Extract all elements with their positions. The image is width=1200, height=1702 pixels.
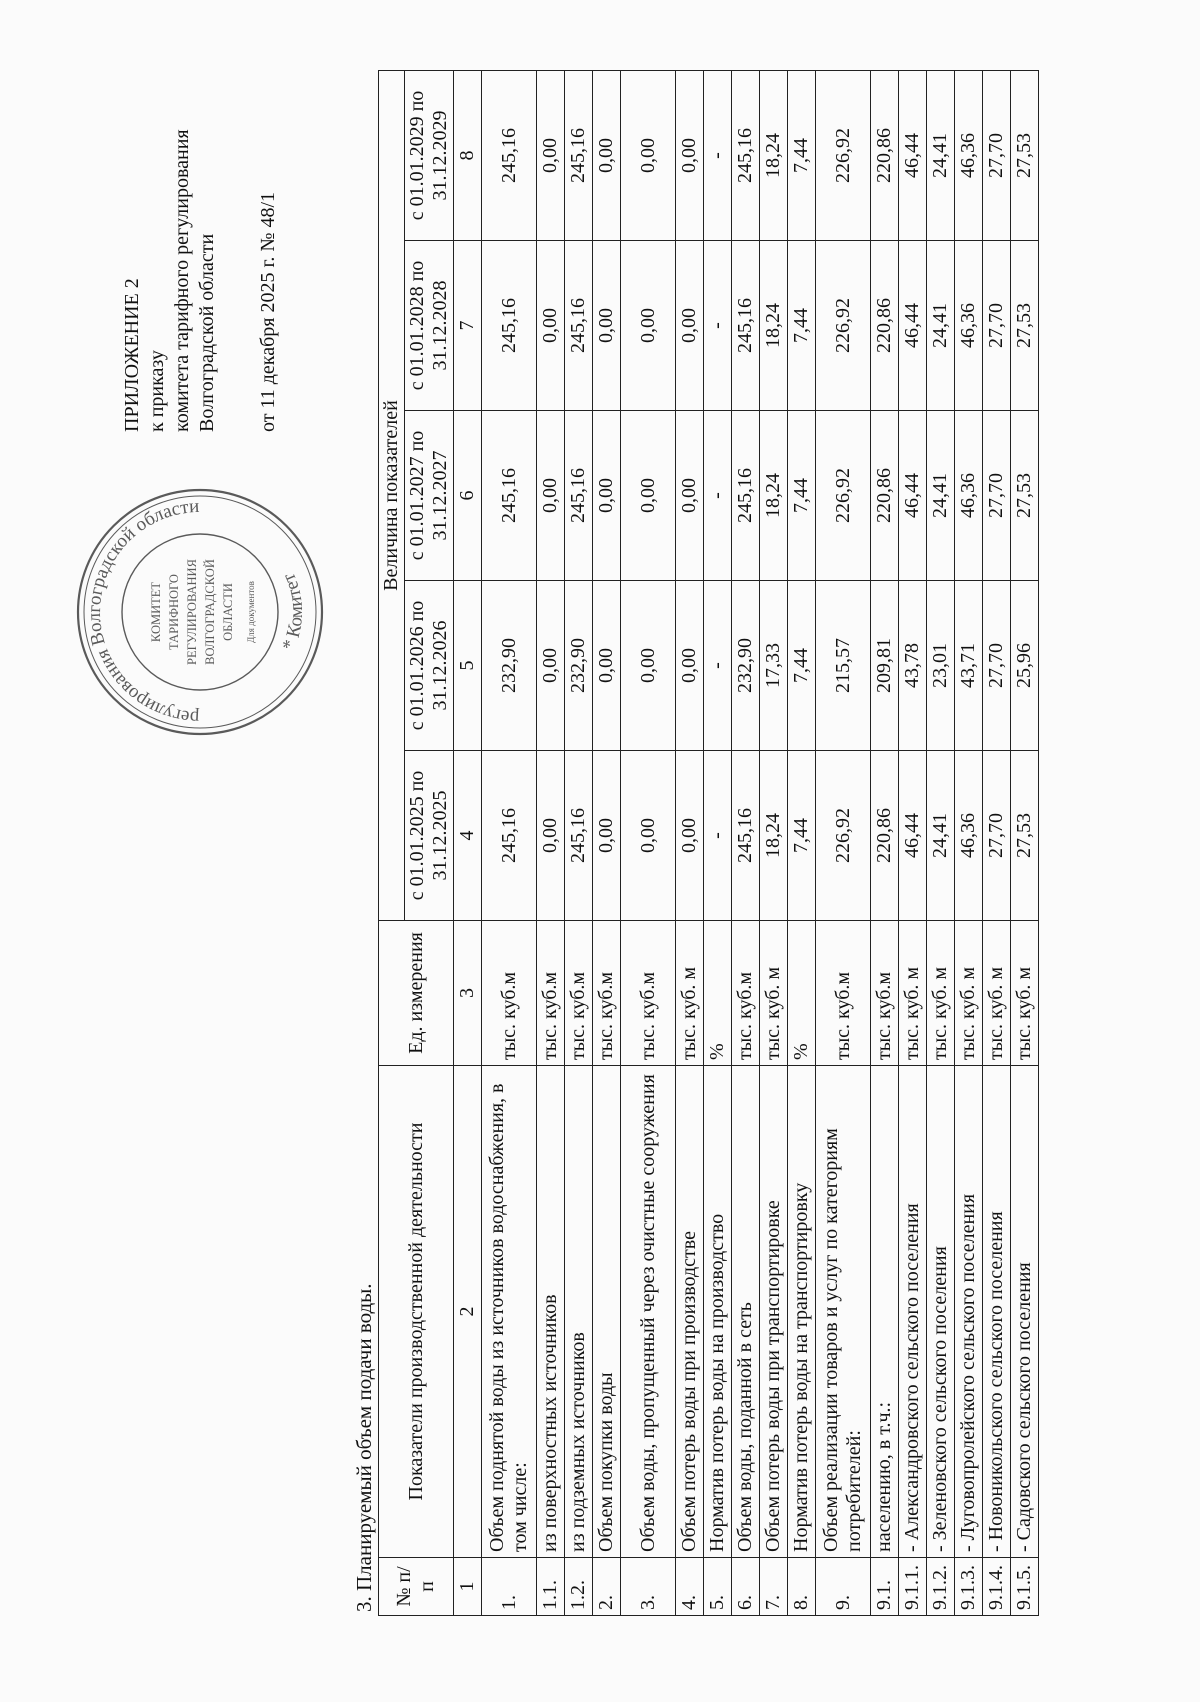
table-row — [1011, 70, 1039, 1615]
row-number: 9.1.5. — [1011, 1558, 1039, 1616]
row-value: 0,00 — [621, 751, 676, 921]
row-number: 9. — [816, 1558, 871, 1616]
row-value: 46,36 — [955, 70, 983, 240]
row-value: 46,44 — [899, 751, 927, 921]
table-row — [565, 70, 593, 1615]
seal-small-text: Для документов — [246, 581, 256, 643]
col-number: 6 — [454, 411, 482, 581]
row-unit: % — [788, 921, 816, 1066]
row-value: 24,41 — [927, 751, 955, 921]
section-title: 3. Планируемый объем подачи воды. — [352, 1283, 376, 1612]
row-value: 232,90 — [565, 581, 593, 751]
row-value: 25,96 — [1011, 581, 1039, 751]
row-value: 245,16 — [565, 241, 593, 411]
row-number: 9.1.2. — [927, 1558, 955, 1616]
row-value: 27,70 — [983, 581, 1011, 751]
row-unit: тыс. куб.м — [482, 921, 537, 1066]
table-row — [927, 70, 955, 1615]
row-value: 0,00 — [621, 70, 676, 240]
row-value: - — [704, 751, 732, 921]
row-number: 6. — [732, 1558, 760, 1616]
row-indicator-name: - Александровского сельского поселения — [899, 1066, 927, 1558]
table-body — [482, 70, 1039, 1615]
row-value: 27,70 — [983, 751, 1011, 921]
seal-center-line: КОМИТЕТ — [149, 581, 163, 643]
row-unit: тыс. куб.м — [871, 921, 899, 1066]
row-number: 1.1. — [537, 1558, 565, 1616]
row-number: 7. — [760, 1558, 788, 1616]
row-value: 0,00 — [676, 751, 704, 921]
row-value: 0,00 — [676, 70, 704, 240]
table-row — [704, 70, 732, 1615]
row-indicator-name: Объем поднятой воды из источников водоснабжения, в том числе: — [482, 1066, 537, 1558]
table-row — [983, 70, 1011, 1615]
row-indicator-name: Объем воды, поданной в сеть — [732, 1066, 760, 1558]
row-unit: тыс. куб. м — [983, 921, 1011, 1066]
row-value: 18,24 — [760, 241, 788, 411]
seal-center-text — [149, 559, 256, 665]
row-value: 27,53 — [1011, 751, 1039, 921]
row-value: 27,53 — [1011, 241, 1039, 411]
appendix-date: от 11 декабря 2025 г. № 48/1 — [257, 191, 279, 432]
table-row — [537, 70, 565, 1615]
row-value: 245,16 — [565, 411, 593, 581]
row-indicator-name: - Луговопролейского сельского поселения — [955, 1066, 983, 1558]
col-number: 7 — [454, 241, 482, 411]
row-value: 0,00 — [537, 70, 565, 240]
table-row — [732, 70, 760, 1615]
row-unit: тыс. куб. м — [1011, 921, 1039, 1066]
row-value: 27,53 — [1011, 70, 1039, 240]
row-value: - — [704, 70, 732, 240]
row-value: 0,00 — [593, 751, 621, 921]
col-header-name: Показатели производственной деятельности — [379, 1066, 454, 1558]
row-number: 3. — [621, 1558, 676, 1616]
row-unit: тыс. куб. м — [676, 921, 704, 1066]
row-unit: тыс. куб.м — [732, 921, 760, 1066]
row-value: 0,00 — [676, 411, 704, 581]
row-value: 0,00 — [537, 241, 565, 411]
row-indicator-name: - Зеленовского сельского поселения — [927, 1066, 955, 1558]
row-value: 7,44 — [788, 581, 816, 751]
table-row — [621, 70, 676, 1615]
row-value: 46,44 — [899, 411, 927, 581]
row-value: 245,16 — [732, 70, 760, 240]
row-value: 0,00 — [676, 241, 704, 411]
table-row — [593, 70, 621, 1615]
row-unit: тыс. куб. м — [760, 921, 788, 1066]
row-number: 1.2. — [565, 1558, 593, 1616]
row-indicator-name: Объем потерь воды при транспортировке — [760, 1066, 788, 1558]
row-number: 8. — [788, 1558, 816, 1616]
row-value: 0,00 — [621, 241, 676, 411]
seal-center-line: РЕГУЛИРОВАНИЯ — [185, 559, 199, 665]
row-value: 24,41 — [927, 411, 955, 581]
row-value: 226,92 — [816, 751, 871, 921]
row-value: 18,24 — [760, 411, 788, 581]
row-value: 245,16 — [732, 411, 760, 581]
col-number: 8 — [454, 70, 482, 240]
row-indicator-name: Объем реализации товаров и услуг по категориям потребителей: — [816, 1066, 871, 1558]
col-header-unit: Ед. измерения — [379, 921, 454, 1066]
col-number: 3 — [454, 921, 482, 1066]
seal-center-line: ВОЛГОГРАДСКОЙ — [203, 559, 217, 665]
row-value: 0,00 — [537, 751, 565, 921]
row-value: 27,70 — [983, 411, 1011, 581]
row-indicator-name: Объем потерь воды при производстве — [676, 1066, 704, 1558]
row-value: 245,16 — [732, 751, 760, 921]
table-row — [676, 70, 704, 1615]
row-unit: тыс. куб. м — [899, 921, 927, 1066]
row-value: 220,86 — [871, 241, 899, 411]
row-value: 0,00 — [621, 411, 676, 581]
row-value: 0,00 — [593, 411, 621, 581]
row-value: 0,00 — [621, 581, 676, 751]
col-header-num: № п/п — [379, 1558, 454, 1616]
row-number: 4. — [676, 1558, 704, 1616]
row-value: 220,86 — [871, 751, 899, 921]
row-number: 9.1.3. — [955, 1558, 983, 1616]
col-header-period: с 01.01.2026 по 31.12.2026 — [405, 581, 454, 751]
row-indicator-name: Объем воды, пропущенный через очистные сооружения — [621, 1066, 676, 1558]
table-row — [482, 70, 537, 1615]
row-value: 226,92 — [816, 70, 871, 240]
row-number: 9.1.1. — [899, 1558, 927, 1616]
water-supply-table — [378, 70, 1039, 1616]
row-value: - — [704, 241, 732, 411]
row-number: 9.1. — [871, 1558, 899, 1616]
seal-ring-text-top: регулирования Волгоградской области — [83, 495, 200, 729]
row-unit: тыс. куб.м — [593, 921, 621, 1066]
row-value: 220,86 — [871, 411, 899, 581]
appendix-committee: комитета тарифного регулирования — [171, 129, 193, 432]
row-value: 7,44 — [788, 411, 816, 581]
row-value: 27,53 — [1011, 411, 1039, 581]
table-row — [899, 70, 927, 1615]
row-value: 18,24 — [760, 751, 788, 921]
row-value: 27,70 — [983, 70, 1011, 240]
row-value: 245,16 — [565, 751, 593, 921]
table-row — [816, 70, 871, 1615]
row-number: 1. — [482, 1558, 537, 1616]
row-indicator-name: Норматив потерь воды на транспортировку — [788, 1066, 816, 1558]
row-value: 209,81 — [871, 581, 899, 751]
row-value: 24,41 — [927, 70, 955, 240]
row-value: - — [704, 411, 732, 581]
seal-center-line: ТАРИФНОГО — [167, 574, 181, 650]
table-row — [788, 70, 816, 1615]
row-indicator-name: из подземных источников — [565, 1066, 593, 1558]
appendix-title: ПРИЛОЖЕНИЕ 2 — [121, 278, 143, 432]
seal-center-line: ОБЛАСТИ — [221, 583, 235, 641]
appendix-header — [120, 32, 281, 432]
row-value: 245,16 — [482, 411, 537, 581]
col-header-period: с 01.01.2029 по 31.12.2029 — [405, 70, 454, 240]
row-value: 7,44 — [788, 751, 816, 921]
col-header-period: с 01.01.2028 по 31.12.2028 — [405, 241, 454, 411]
row-indicator-name: из поверхностных источников — [537, 1066, 565, 1558]
row-unit: тыс. куб. м — [927, 921, 955, 1066]
row-number: 9.1.4. — [983, 1558, 1011, 1616]
row-number: 5. — [704, 1558, 732, 1616]
row-indicator-name: - Садовского сельского поселения — [1011, 1066, 1039, 1558]
row-value: 215,57 — [816, 581, 871, 751]
row-unit: % — [704, 921, 732, 1066]
row-value: 232,90 — [482, 581, 537, 751]
seal-ring-text-bottom: * Комитет — [278, 570, 308, 654]
row-value: 46,44 — [899, 70, 927, 240]
row-value: 23,01 — [927, 581, 955, 751]
official-seal — [60, 472, 340, 752]
row-value: 245,16 — [482, 241, 537, 411]
row-value: 46,36 — [955, 411, 983, 581]
row-unit: тыс. куб.м — [621, 921, 676, 1066]
appendix-region: Волгоградской области — [196, 233, 218, 432]
row-unit: тыс. куб.м — [565, 921, 593, 1066]
row-value: 7,44 — [788, 70, 816, 240]
row-value: 245,16 — [565, 70, 593, 240]
row-number: 2. — [593, 1558, 621, 1616]
seal-outer-ring — [78, 490, 322, 734]
row-indicator-name: населению, в т.ч.: — [871, 1066, 899, 1558]
col-number: 5 — [454, 581, 482, 751]
row-unit: тыс. куб.м — [816, 921, 871, 1066]
row-value: 7,44 — [788, 241, 816, 411]
row-value: 0,00 — [537, 411, 565, 581]
table-row — [955, 70, 983, 1615]
row-value: 0,00 — [537, 581, 565, 751]
row-value: 46,36 — [955, 751, 983, 921]
row-value: 27,70 — [983, 241, 1011, 411]
row-value: 245,16 — [732, 241, 760, 411]
row-value: 245,16 — [482, 70, 537, 240]
col-number: 2 — [454, 1066, 482, 1558]
row-value: - — [704, 581, 732, 751]
row-value: 18,24 — [760, 70, 788, 240]
col-number: 4 — [454, 751, 482, 921]
col-number: 1 — [454, 1558, 482, 1616]
col-header-period: с 01.01.2025 по 31.12.2025 — [405, 751, 454, 921]
row-value: 17,33 — [760, 581, 788, 751]
row-indicator-name: Норматив потерь воды на производство — [704, 1066, 732, 1558]
col-header-group: Величина показателей — [379, 70, 405, 920]
row-value: 46,36 — [955, 241, 983, 411]
row-indicator-name: Объем покупки воды — [593, 1066, 621, 1558]
table-row — [871, 70, 899, 1615]
row-unit: тыс. куб.м — [537, 921, 565, 1066]
row-value: 220,86 — [871, 70, 899, 240]
row-value: 0,00 — [593, 70, 621, 240]
appendix-to-order: к приказу — [146, 350, 168, 432]
row-value: 226,92 — [816, 241, 871, 411]
table-row — [760, 70, 788, 1615]
col-header-period: с 01.01.2027 по 31.12.2027 — [405, 411, 454, 581]
row-value: 43,71 — [955, 581, 983, 751]
row-indicator-name: - Новоникольского сельского поселения — [983, 1066, 1011, 1558]
row-value: 0,00 — [676, 581, 704, 751]
row-value: 0,00 — [593, 241, 621, 411]
row-value: 0,00 — [593, 581, 621, 751]
row-unit: тыс. куб. м — [955, 921, 983, 1066]
row-value: 232,90 — [732, 581, 760, 751]
row-value: 24,41 — [927, 241, 955, 411]
row-value: 43,78 — [899, 581, 927, 751]
row-value: 46,44 — [899, 241, 927, 411]
row-value: 245,16 — [482, 751, 537, 921]
row-value: 226,92 — [816, 411, 871, 581]
